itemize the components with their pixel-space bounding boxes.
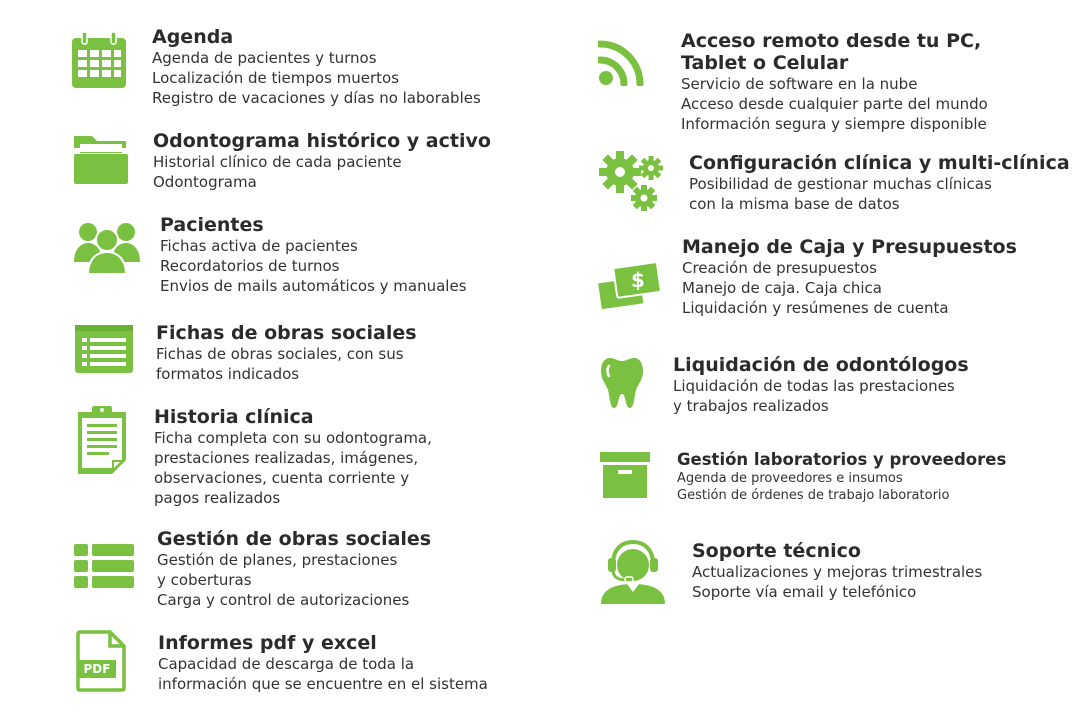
gestion-obras-line-3: Carga y control de autorizaciones — [157, 591, 410, 609]
headset-user-icon — [599, 538, 667, 604]
gestion-obras-line-1: Gestión de planes, prestaciones — [157, 551, 398, 569]
pacientes-title: Pacientes — [160, 214, 264, 236]
historia-title: Historia clínica — [154, 406, 314, 428]
gestion-obras-title: Gestión de obras sociales — [157, 528, 432, 550]
informes-line-1: Capacidad de descarga de toda la — [158, 655, 415, 673]
odontograma-line-2: Odontograma — [153, 173, 257, 191]
liquidacion-title: Liquidación de odontólogos — [673, 354, 969, 376]
list-card-icon — [74, 324, 134, 374]
soporte-line-2: Soporte vía email y telefónico — [692, 583, 917, 601]
caja-title: Manejo de Caja y Presupuestos — [682, 236, 1017, 258]
gears-icon — [598, 148, 664, 212]
configuracion-line-2: con la misma base de datos — [689, 195, 900, 213]
fichas-obras-line-1: Fichas de obras sociales, con sus — [156, 345, 404, 363]
liquidacion-line-1: Liquidación de todas las prestaciones — [673, 377, 955, 395]
pdf-file-icon — [76, 630, 126, 692]
table-icon — [74, 542, 134, 590]
money-icon — [596, 262, 664, 312]
gestion-obras-line-2: y coberturas — [157, 571, 252, 589]
historia-line-1: Ficha completa con su odontograma, — [154, 429, 432, 447]
odontograma-title: Odontograma histórico y activo — [153, 130, 491, 152]
laboratorios-line-2: Gestión de órdenes de trabajo laboratorio — [677, 488, 950, 503]
configuracion-title: Configuración clínica y multi-clínica — [689, 152, 1070, 174]
clipboard-icon — [76, 404, 128, 476]
fichas-obras-title: Fichas de obras sociales — [156, 322, 417, 344]
informes-title: Informes pdf y excel — [158, 632, 377, 654]
agenda-line-1: Agenda de pacientes y turnos — [152, 49, 377, 67]
calendar-icon — [70, 30, 128, 90]
acceso-line-1: Servicio de software en la nube — [681, 75, 918, 93]
caja-line-1: Creación de presupuestos — [682, 259, 877, 277]
historia-line-2: prestaciones realizadas, imágenes, — [154, 449, 419, 467]
soporte-title: Soporte técnico — [692, 540, 861, 562]
informes-line-2: información que se encuentre en el sistema — [158, 675, 488, 693]
tooth-icon — [600, 356, 644, 410]
pacientes-line-2: Recordatorios de turnos — [160, 257, 340, 275]
historia-line-3: observaciones, cuenta corriente y — [154, 469, 410, 487]
agenda-line-3: Registro de vacaciones y días no laborables — [152, 89, 481, 107]
users-icon — [74, 216, 140, 276]
pacientes-line-1: Fichas activa de pacientes — [160, 237, 358, 255]
laboratorios-title: Gestión laboratorios y proveedores — [677, 450, 1007, 469]
agenda-line-2: Localización de tiempos muertos — [152, 69, 400, 87]
odontograma-line-1: Historial clínico de cada paciente — [153, 153, 402, 171]
liquidacion-line-2: y trabajos realizados — [673, 397, 829, 415]
folder-icon — [72, 128, 130, 186]
acceso-line-3: Información segura y siempre disponible — [681, 115, 987, 133]
pacientes-line-3: Envios de mails automáticos y manuales — [160, 277, 467, 295]
caja-line-2: Manejo de caja. Caja chica — [682, 279, 882, 297]
laboratorios-line-1: Agenda de proveedores e insumos — [677, 471, 903, 486]
money-icon-label: $ — [631, 268, 645, 292]
pdf-icon-label: PDF — [83, 662, 111, 676]
historia-line-4: pagos realizados — [154, 489, 281, 507]
wifi-signal-icon — [598, 36, 648, 86]
configuracion-line-1: Posibilidad de gestionar muchas clínicas — [689, 175, 992, 193]
acceso-line-2: Acceso desde cualquier parte del mundo — [681, 95, 988, 113]
archive-box-icon — [600, 450, 650, 500]
fichas-obras-line-2: formatos indicados — [156, 365, 300, 383]
acceso-title-line-2: Tablet o Celular — [681, 52, 849, 74]
acceso-title-line-1: Acceso remoto desde tu PC, — [681, 30, 982, 52]
soporte-line-1: Actualizaciones y mejoras trimestrales — [692, 563, 983, 581]
caja-line-3: Liquidación y resúmenes de cuenta — [682, 299, 949, 317]
agenda-title: Agenda — [152, 26, 234, 48]
